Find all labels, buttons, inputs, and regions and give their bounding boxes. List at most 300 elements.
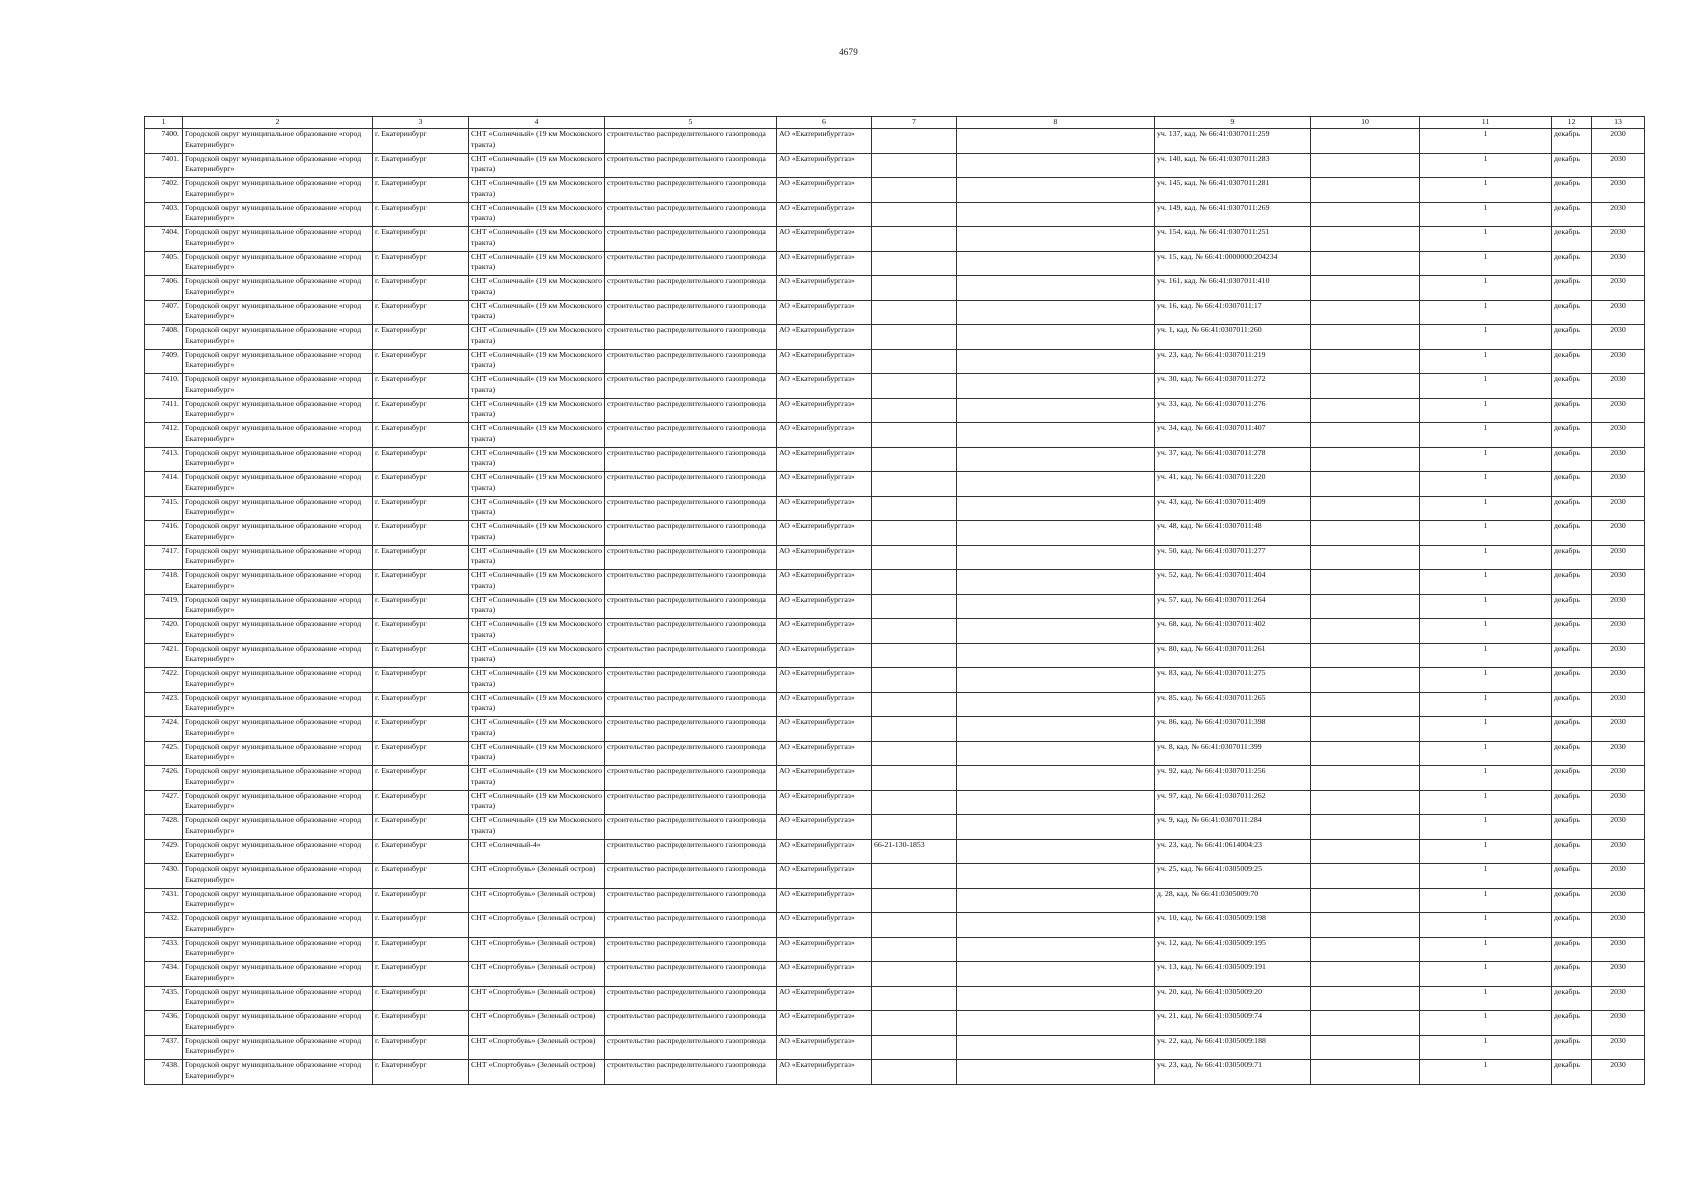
cell-settlement: г. Екатеринбург [373, 888, 469, 913]
cell-municipality: Городской округ муниципальное образование «город Екатеринбург» [183, 202, 373, 227]
table-row [145, 1011, 1645, 1036]
cell-registry-code [872, 521, 957, 546]
cell-parcel: уч. 37, кад. № 66:41:0307011:278 [1155, 447, 1311, 472]
cell-column-8 [957, 496, 1155, 521]
cell-column-10 [1311, 1060, 1420, 1085]
cell-settlement: г. Екатеринбург [373, 619, 469, 644]
cell-row-number: 7433. [145, 937, 183, 962]
cell-work-type: строительство распределительного газопровода [605, 986, 777, 1011]
cell-registry-code [872, 251, 957, 276]
cell-settlement: г. Екатеринбург [373, 790, 469, 815]
cell-registry-code [872, 447, 957, 472]
cell-column-8 [957, 374, 1155, 399]
cell-work-type: строительство распределительного газопровода [605, 962, 777, 987]
cell-settlement: г. Екатеринбург [373, 423, 469, 448]
column-header-12: 12 [1552, 117, 1592, 129]
cell-quantity: 1 [1420, 447, 1552, 472]
cell-work-type: строительство распределительного газопровода [605, 668, 777, 693]
cell-month: декабрь [1552, 619, 1592, 644]
cell-column-10 [1311, 864, 1420, 889]
cell-registry-code [872, 962, 957, 987]
cell-parcel: уч. 30, кад. № 66:41:0307011:272 [1155, 374, 1311, 399]
cell-parcel: уч. 15, кад. № 66:41:0000000:204234 [1155, 251, 1311, 276]
cell-organization: АО «Екатеринбурггаз» [777, 766, 872, 791]
cell-settlement: г. Екатеринбург [373, 1060, 469, 1085]
cell-registry-code: 66-21-130-1853 [872, 839, 957, 864]
cell-organization: АО «Екатеринбурггаз» [777, 545, 872, 570]
cell-municipality: Городской округ муниципальное образование «город Екатеринбург» [183, 447, 373, 472]
cell-work-type: строительство распределительного газопровода [605, 472, 777, 497]
cell-work-type: строительство распределительного газопровода [605, 374, 777, 399]
cell-row-number: 7415. [145, 496, 183, 521]
cell-column-8 [957, 325, 1155, 350]
cell-column-8 [957, 129, 1155, 154]
cell-year: 2030 [1592, 251, 1645, 276]
cell-organization: АО «Екатеринбурггаз» [777, 717, 872, 742]
cell-settlement: г. Екатеринбург [373, 913, 469, 938]
cell-year: 2030 [1592, 766, 1645, 791]
cell-territory: СНТ «Солнечный» (19 км Московского тракта) [469, 619, 605, 644]
cell-column-10 [1311, 766, 1420, 791]
cell-registry-code [872, 1060, 957, 1085]
cell-territory: СНТ «Солнечный» (19 км Московского тракта) [469, 570, 605, 595]
cell-column-10 [1311, 153, 1420, 178]
cell-year: 2030 [1592, 570, 1645, 595]
cell-column-10 [1311, 276, 1420, 301]
cell-organization: АО «Екатеринбурггаз» [777, 594, 872, 619]
cell-year: 2030 [1592, 643, 1645, 668]
cell-work-type: строительство распределительного газопровода [605, 692, 777, 717]
cell-year: 2030 [1592, 692, 1645, 717]
cell-registry-code [872, 300, 957, 325]
cell-row-number: 7419. [145, 594, 183, 619]
cell-year: 2030 [1592, 325, 1645, 350]
cell-row-number: 7436. [145, 1011, 183, 1036]
cell-municipality: Городской округ муниципальное образование «город Екатеринбург» [183, 496, 373, 521]
cell-month: декабрь [1552, 129, 1592, 154]
cell-settlement: г. Екатеринбург [373, 986, 469, 1011]
cell-column-8 [957, 986, 1155, 1011]
cell-row-number: 7403. [145, 202, 183, 227]
cell-column-10 [1311, 643, 1420, 668]
cell-registry-code [872, 1035, 957, 1060]
cell-column-10 [1311, 937, 1420, 962]
cell-work-type: строительство распределительного газопровода [605, 815, 777, 840]
cell-parcel: уч. 137, кад. № 66:41:0307011:259 [1155, 129, 1311, 154]
cell-work-type: строительство распределительного газопровода [605, 1035, 777, 1060]
cell-territory: СНТ «Солнечный» (19 км Московского тракта) [469, 349, 605, 374]
cell-row-number: 7423. [145, 692, 183, 717]
cell-column-8 [957, 692, 1155, 717]
cell-parcel: уч. 50, кад. № 66:41:0307011:277 [1155, 545, 1311, 570]
cell-month: декабрь [1552, 717, 1592, 742]
cell-settlement: г. Екатеринбург [373, 398, 469, 423]
cell-organization: АО «Екатеринбурггаз» [777, 937, 872, 962]
cell-municipality: Городской округ муниципальное образование «город Екатеринбург» [183, 741, 373, 766]
column-header-13: 13 [1592, 117, 1645, 129]
cell-row-number: 7421. [145, 643, 183, 668]
cell-registry-code [872, 717, 957, 742]
cell-settlement: г. Екатеринбург [373, 227, 469, 252]
cell-row-number: 7413. [145, 447, 183, 472]
cell-parcel: уч. 97, кад. № 66:41:0307011:262 [1155, 790, 1311, 815]
cell-row-number: 7430. [145, 864, 183, 889]
cell-year: 2030 [1592, 447, 1645, 472]
cell-quantity: 1 [1420, 202, 1552, 227]
table-row [145, 251, 1645, 276]
cell-column-8 [957, 594, 1155, 619]
cell-territory: СНТ «Спортобувь» (Зеленый остров) [469, 888, 605, 913]
cell-settlement: г. Екатеринбург [373, 300, 469, 325]
cell-registry-code [872, 692, 957, 717]
column-header-6: 6 [777, 117, 872, 129]
cell-column-10 [1311, 717, 1420, 742]
cell-month: декабрь [1552, 766, 1592, 791]
cell-registry-code [872, 325, 957, 350]
cell-column-8 [957, 619, 1155, 644]
table-row [145, 300, 1645, 325]
cell-parcel: уч. 85, кад. № 66:41:0307011:265 [1155, 692, 1311, 717]
cell-month: декабрь [1552, 913, 1592, 938]
cell-parcel: уч. 34, кад. № 66:41:0307011:407 [1155, 423, 1311, 448]
cell-territory: СНТ «Солнечный» (19 км Московского тракта) [469, 594, 605, 619]
cell-column-8 [957, 349, 1155, 374]
cell-municipality: Городской округ муниципальное образование «город Екатеринбург» [183, 300, 373, 325]
cell-quantity: 1 [1420, 1011, 1552, 1036]
cell-registry-code [872, 349, 957, 374]
cell-year: 2030 [1592, 472, 1645, 497]
cell-municipality: Городской округ муниципальное образование «город Екатеринбург» [183, 839, 373, 864]
cell-month: декабрь [1552, 643, 1592, 668]
table-row [145, 398, 1645, 423]
cell-territory: СНТ «Солнечный» (19 км Московского тракта) [469, 153, 605, 178]
cell-parcel: уч. 9, кад. № 66:41:0307011:284 [1155, 815, 1311, 840]
column-header-9: 9 [1155, 117, 1311, 129]
table-row [145, 349, 1645, 374]
table-row [145, 790, 1645, 815]
cell-organization: АО «Екатеринбурггаз» [777, 276, 872, 301]
cell-registry-code [872, 913, 957, 938]
cell-settlement: г. Екатеринбург [373, 839, 469, 864]
cell-work-type: строительство распределительного газопровода [605, 717, 777, 742]
cell-work-type: строительство распределительного газопровода [605, 888, 777, 913]
cell-row-number: 7400. [145, 129, 183, 154]
cell-year: 2030 [1592, 619, 1645, 644]
table-row [145, 692, 1645, 717]
cell-work-type: строительство распределительного газопровода [605, 1060, 777, 1085]
cell-column-8 [957, 227, 1155, 252]
cell-column-10 [1311, 619, 1420, 644]
cell-territory: СНТ «Спортобувь» (Зеленый остров) [469, 864, 605, 889]
cell-year: 2030 [1592, 129, 1645, 154]
page-number: 4679 [839, 47, 858, 57]
cell-row-number: 7404. [145, 227, 183, 252]
cell-municipality: Городской округ муниципальное образование «город Екатеринбург» [183, 864, 373, 889]
cell-territory: СНТ «Солнечный» (19 км Московского тракта) [469, 521, 605, 546]
cell-column-10 [1311, 913, 1420, 938]
cell-month: декабрь [1552, 545, 1592, 570]
cell-year: 2030 [1592, 398, 1645, 423]
cell-municipality: Городской округ муниципальное образование «город Екатеринбург» [183, 129, 373, 154]
cell-quantity: 1 [1420, 276, 1552, 301]
cell-quantity: 1 [1420, 913, 1552, 938]
table-row [145, 472, 1645, 497]
cell-month: декабрь [1552, 227, 1592, 252]
cell-registry-code [872, 668, 957, 693]
cell-work-type: строительство распределительного газопровода [605, 570, 777, 595]
cell-month: декабрь [1552, 962, 1592, 987]
table-row [145, 668, 1645, 693]
cell-quantity: 1 [1420, 692, 1552, 717]
cell-municipality: Городской округ муниципальное образование «город Екатеринбург» [183, 472, 373, 497]
column-header-7: 7 [872, 117, 957, 129]
cell-registry-code [872, 153, 957, 178]
cell-quantity: 1 [1420, 349, 1552, 374]
cell-settlement: г. Екатеринбург [373, 1035, 469, 1060]
cell-column-8 [957, 398, 1155, 423]
cell-month: декабрь [1552, 447, 1592, 472]
cell-row-number: 7434. [145, 962, 183, 987]
cell-row-number: 7424. [145, 717, 183, 742]
cell-year: 2030 [1592, 227, 1645, 252]
table-row [145, 619, 1645, 644]
cell-territory: СНТ «Солнечный» (19 км Московского тракта) [469, 496, 605, 521]
cell-parcel: уч. 83, кад. № 66:41:0307011:275 [1155, 668, 1311, 693]
cell-organization: АО «Екатеринбурггаз» [777, 178, 872, 203]
cell-settlement: г. Екатеринбург [373, 766, 469, 791]
cell-organization: АО «Екатеринбурггаз» [777, 570, 872, 595]
cell-municipality: Городской округ муниципальное образование «город Екатеринбург» [183, 349, 373, 374]
cell-registry-code [872, 619, 957, 644]
cell-month: декабрь [1552, 790, 1592, 815]
table-row [145, 839, 1645, 864]
register-table [144, 116, 1645, 1085]
cell-column-10 [1311, 815, 1420, 840]
cell-column-10 [1311, 839, 1420, 864]
cell-column-10 [1311, 227, 1420, 252]
cell-quantity: 1 [1420, 1035, 1552, 1060]
cell-organization: АО «Екатеринбурггаз» [777, 129, 872, 154]
cell-month: декабрь [1552, 741, 1592, 766]
cell-work-type: строительство распределительного газопровода [605, 202, 777, 227]
cell-year: 2030 [1592, 521, 1645, 546]
cell-row-number: 7417. [145, 545, 183, 570]
cell-row-number: 7405. [145, 251, 183, 276]
cell-parcel: уч. 43, кад. № 66:41:0307011:409 [1155, 496, 1311, 521]
cell-settlement: г. Екатеринбург [373, 129, 469, 154]
cell-year: 2030 [1592, 815, 1645, 840]
cell-column-8 [957, 300, 1155, 325]
cell-registry-code [872, 570, 957, 595]
cell-row-number: 7412. [145, 423, 183, 448]
table-row [145, 962, 1645, 987]
cell-territory: СНТ «Спортобувь» (Зеленый остров) [469, 913, 605, 938]
cell-quantity: 1 [1420, 741, 1552, 766]
cell-column-10 [1311, 251, 1420, 276]
cell-row-number: 7406. [145, 276, 183, 301]
table-row [145, 864, 1645, 889]
cell-municipality: Городской округ муниципальное образование «город Екатеринбург» [183, 790, 373, 815]
cell-year: 2030 [1592, 496, 1645, 521]
cell-registry-code [872, 937, 957, 962]
cell-organization: АО «Екатеринбурггаз» [777, 374, 872, 399]
cell-work-type: строительство распределительного газопровода [605, 545, 777, 570]
cell-settlement: г. Екатеринбург [373, 815, 469, 840]
cell-municipality: Городской округ муниципальное образование «город Екатеринбург» [183, 594, 373, 619]
cell-organization: АО «Екатеринбурггаз» [777, 1011, 872, 1036]
cell-column-10 [1311, 692, 1420, 717]
cell-month: декабрь [1552, 1011, 1592, 1036]
cell-organization: АО «Екатеринбурггаз» [777, 839, 872, 864]
cell-quantity: 1 [1420, 570, 1552, 595]
cell-month: декабрь [1552, 1060, 1592, 1085]
cell-column-8 [957, 717, 1155, 742]
cell-month: декабрь [1552, 692, 1592, 717]
cell-column-8 [957, 790, 1155, 815]
cell-municipality: Городской округ муниципальное образование «город Екатеринбург» [183, 766, 373, 791]
cell-column-8 [957, 1035, 1155, 1060]
cell-month: декабрь [1552, 251, 1592, 276]
cell-territory: СНТ «Спортобувь» (Зеленый остров) [469, 937, 605, 962]
cell-parcel: уч. 41, кад. № 66:41:0307011:220 [1155, 472, 1311, 497]
cell-quantity: 1 [1420, 496, 1552, 521]
header-row [145, 117, 1645, 129]
cell-registry-code [872, 178, 957, 203]
cell-column-8 [957, 643, 1155, 668]
cell-column-10 [1311, 741, 1420, 766]
cell-parcel: уч. 86, кад. № 66:41:0307011:398 [1155, 717, 1311, 742]
cell-settlement: г. Екатеринбург [373, 276, 469, 301]
cell-column-8 [957, 1011, 1155, 1036]
cell-municipality: Городской округ муниципальное образование «город Екатеринбург» [183, 937, 373, 962]
cell-settlement: г. Екатеринбург [373, 178, 469, 203]
cell-settlement: г. Екатеринбург [373, 374, 469, 399]
cell-quantity: 1 [1420, 178, 1552, 203]
cell-organization: АО «Екатеринбурггаз» [777, 251, 872, 276]
cell-territory: СНТ «Солнечный» (19 км Московского тракта) [469, 545, 605, 570]
cell-row-number: 7432. [145, 913, 183, 938]
cell-settlement: г. Екатеринбург [373, 643, 469, 668]
cell-row-number: 7418. [145, 570, 183, 595]
cell-month: декабрь [1552, 521, 1592, 546]
cell-work-type: строительство распределительного газопровода [605, 913, 777, 938]
cell-month: декабрь [1552, 839, 1592, 864]
cell-parcel: уч. 23, кад. № 66:41:0307011:219 [1155, 349, 1311, 374]
cell-settlement: г. Екатеринбург [373, 202, 469, 227]
cell-column-10 [1311, 570, 1420, 595]
cell-year: 2030 [1592, 839, 1645, 864]
cell-column-8 [957, 839, 1155, 864]
cell-work-type: строительство распределительного газопровода [605, 349, 777, 374]
cell-organization: АО «Екатеринбурггаз» [777, 1060, 872, 1085]
cell-parcel: уч. 8, кад. № 66:41:0307011:399 [1155, 741, 1311, 766]
cell-territory: СНТ «Солнечный» (19 км Московского тракта) [469, 227, 605, 252]
cell-column-10 [1311, 447, 1420, 472]
cell-registry-code [872, 276, 957, 301]
table-row [145, 178, 1645, 203]
cell-quantity: 1 [1420, 962, 1552, 987]
cell-territory: СНТ «Солнечный» (19 км Московского тракта) [469, 325, 605, 350]
cell-municipality: Городской округ муниципальное образование «город Екатеринбург» [183, 570, 373, 595]
cell-work-type: строительство распределительного газопровода [605, 496, 777, 521]
cell-year: 2030 [1592, 668, 1645, 693]
cell-month: декабрь [1552, 325, 1592, 350]
cell-month: декабрь [1552, 888, 1592, 913]
cell-settlement: г. Екатеринбург [373, 1011, 469, 1036]
cell-row-number: 7402. [145, 178, 183, 203]
cell-work-type: строительство распределительного газопровода [605, 227, 777, 252]
cell-registry-code [872, 864, 957, 889]
cell-municipality: Городской округ муниципальное образование «город Екатеринбург» [183, 1060, 373, 1085]
cell-column-8 [957, 741, 1155, 766]
cell-quantity: 1 [1420, 864, 1552, 889]
cell-month: декабрь [1552, 986, 1592, 1011]
column-header-3: 3 [373, 117, 469, 129]
cell-parcel: уч. 161, кад. № 66:41:0307011:410 [1155, 276, 1311, 301]
cell-organization: АО «Екатеринбурггаз» [777, 227, 872, 252]
cell-territory: СНТ «Солнечный» (19 км Московского тракта) [469, 790, 605, 815]
table-header [145, 117, 1645, 129]
cell-territory: СНТ «Солнечный» (19 км Московского тракта) [469, 251, 605, 276]
cell-registry-code [872, 643, 957, 668]
cell-month: декабрь [1552, 496, 1592, 521]
cell-settlement: г. Екатеринбург [373, 864, 469, 889]
cell-column-10 [1311, 472, 1420, 497]
cell-work-type: строительство распределительного газопровода [605, 619, 777, 644]
cell-work-type: строительство распределительного газопровода [605, 521, 777, 546]
cell-settlement: г. Екатеринбург [373, 349, 469, 374]
cell-organization: АО «Екатеринбурггаз» [777, 398, 872, 423]
cell-row-number: 7427. [145, 790, 183, 815]
cell-registry-code [872, 472, 957, 497]
cell-parcel: уч. 33, кад. № 66:41:0307011:276 [1155, 398, 1311, 423]
cell-parcel: уч. 52, кад. № 66:41:0307011:404 [1155, 570, 1311, 595]
cell-column-8 [957, 251, 1155, 276]
cell-quantity: 1 [1420, 643, 1552, 668]
cell-work-type: строительство распределительного газопровода [605, 423, 777, 448]
cell-column-8 [957, 202, 1155, 227]
cell-organization: АО «Екатеринбурггаз» [777, 423, 872, 448]
cell-month: декабрь [1552, 178, 1592, 203]
cell-work-type: строительство распределительного газопровода [605, 447, 777, 472]
cell-parcel: уч. 140, кад. № 66:41:0307011:283 [1155, 153, 1311, 178]
cell-work-type: строительство распределительного газопровода [605, 643, 777, 668]
cell-quantity: 1 [1420, 227, 1552, 252]
cell-parcel: уч. 1, кад. № 66:41:0307011:260 [1155, 325, 1311, 350]
cell-month: декабрь [1552, 594, 1592, 619]
cell-territory: СНТ «Спортобувь» (Зеленый остров) [469, 1060, 605, 1085]
cell-parcel: уч. 16, кад. № 66:41:0307011:17 [1155, 300, 1311, 325]
cell-organization: АО «Екатеринбурггаз» [777, 986, 872, 1011]
cell-quantity: 1 [1420, 717, 1552, 742]
table-row [145, 423, 1645, 448]
cell-quantity: 1 [1420, 839, 1552, 864]
cell-organization: АО «Екатеринбурггаз» [777, 153, 872, 178]
column-header-10: 10 [1311, 117, 1420, 129]
cell-row-number: 7407. [145, 300, 183, 325]
cell-year: 2030 [1592, 423, 1645, 448]
cell-parcel: уч. 10, кад. № 66:41:0305009:198 [1155, 913, 1311, 938]
cell-month: декабрь [1552, 668, 1592, 693]
cell-column-8 [957, 668, 1155, 693]
table-row [145, 276, 1645, 301]
cell-column-10 [1311, 545, 1420, 570]
cell-parcel: уч. 21, кад. № 66:41:0305009:74 [1155, 1011, 1311, 1036]
cell-column-8 [957, 521, 1155, 546]
cell-municipality: Городской округ муниципальное образование «город Екатеринбург» [183, 815, 373, 840]
cell-column-10 [1311, 962, 1420, 987]
cell-month: декабрь [1552, 472, 1592, 497]
